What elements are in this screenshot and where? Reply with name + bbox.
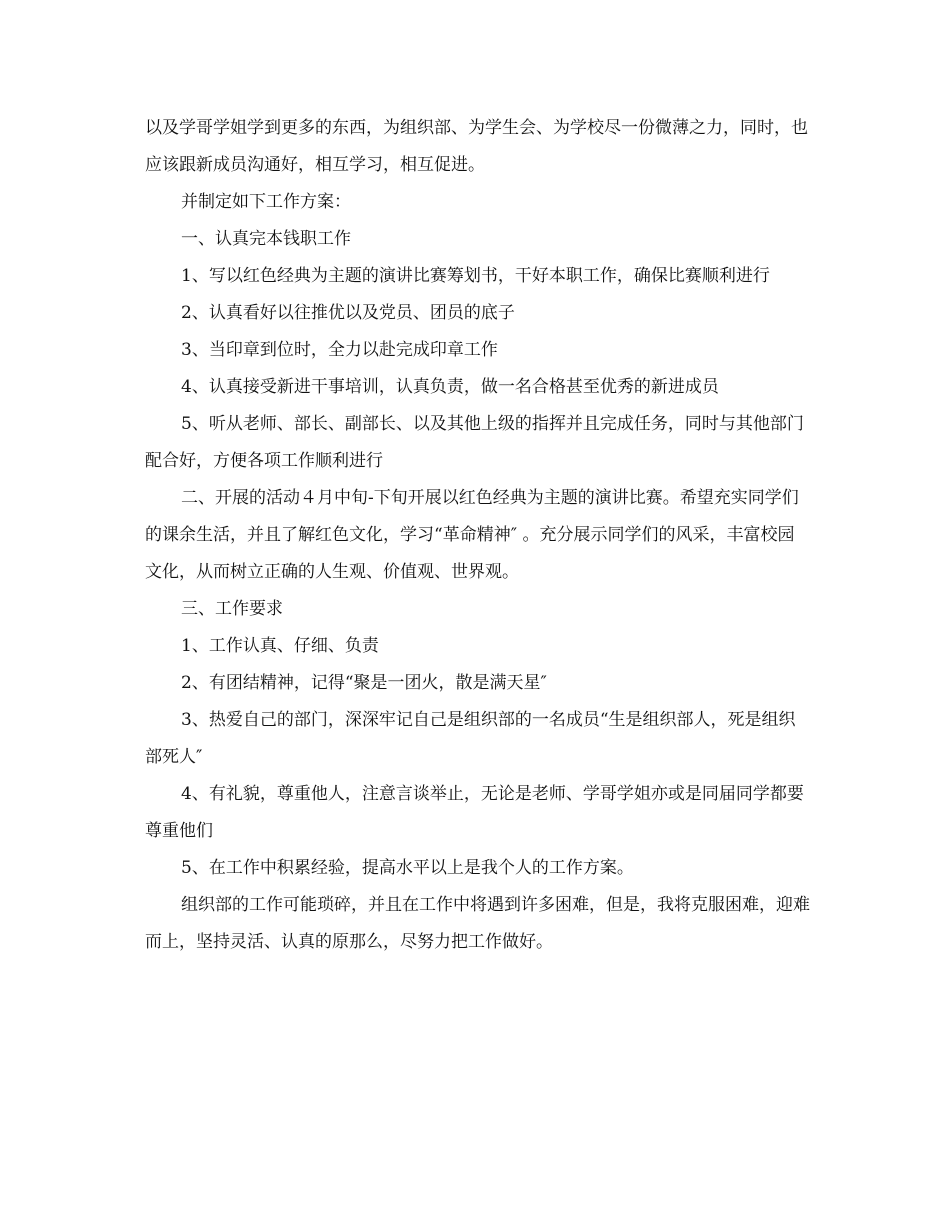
list-item-3-1: 1、工作认真、仔细、负责 — [181, 636, 379, 656]
section-heading-1: 一、认真完本钱职工作 — [181, 229, 351, 249]
list-item-3-2: 2、有团结精神，记得“聚是一团火，散是满天星″ — [181, 673, 547, 693]
list-item-3-4: 4、有礼貌，尊重他人，注意言谈举止，无论是老师、学哥学姐亦或是同届同学都要尊重他们 — [145, 784, 804, 841]
paragraph-conclusion: 组织部的工作可能琐碎，并且在工作中将遇到许多困难，但是，我将克服困难，迎难而上，坚持灵活、认真的原那么，尽努力把工作做好。 — [145, 895, 810, 952]
document-body — [145, 110, 810, 961]
paragraph-plan-intro: 并制定如下工作方案： — [181, 192, 351, 212]
list-item-1-2: 2、认真看好以往推优以及党员、团员的底子 — [181, 303, 515, 323]
list-item-1-1: 1、写以红色经典为主题的演讲比赛筹划书，干好本职工作，确保比赛顺利进行 — [181, 266, 770, 286]
list-item-3-5: 5、在工作中积累经验，提高水平以上是我个人的工作方案。 — [181, 858, 634, 878]
list-item-1-5: 5、听从老师、部长、副部长、以及其他上级的指挥并且完成任务，同时与其他部门配合好，方便各项工作顺利进行 — [145, 414, 804, 471]
list-item-1-3: 3、当印章到位时，全力以赴完成印章工作 — [181, 340, 498, 360]
paragraph-continuation: 以及学哥学姐学到更多的东西，为组织部、为学生会、为学校尽一份微薄之力，同时，也应该跟新成员沟通好，相互学习，相互促进。 — [145, 118, 808, 175]
list-item-1-4: 4、认真接受新进干事培训，认真负责，做一名合格甚至优秀的新进成员 — [181, 377, 719, 397]
list-item-3-3: 3、热爱自己的部门，深深牢记自己是组织部的一名成员“生是组织部人，死是组织部死人″ — [145, 710, 796, 767]
section-heading-3: 三、工作要求 — [181, 599, 283, 619]
section-heading-2: 二、开展的活动４月中旬-下旬开展以红色经典为主题的演讲比赛。希望充实同学们的课余生活，并且了解红色文化，学习“革命精神″ 。充分展示同学们的风采，丰富校园文化，从而树立正确的人生观、价值观、世界观。 — [145, 488, 799, 582]
